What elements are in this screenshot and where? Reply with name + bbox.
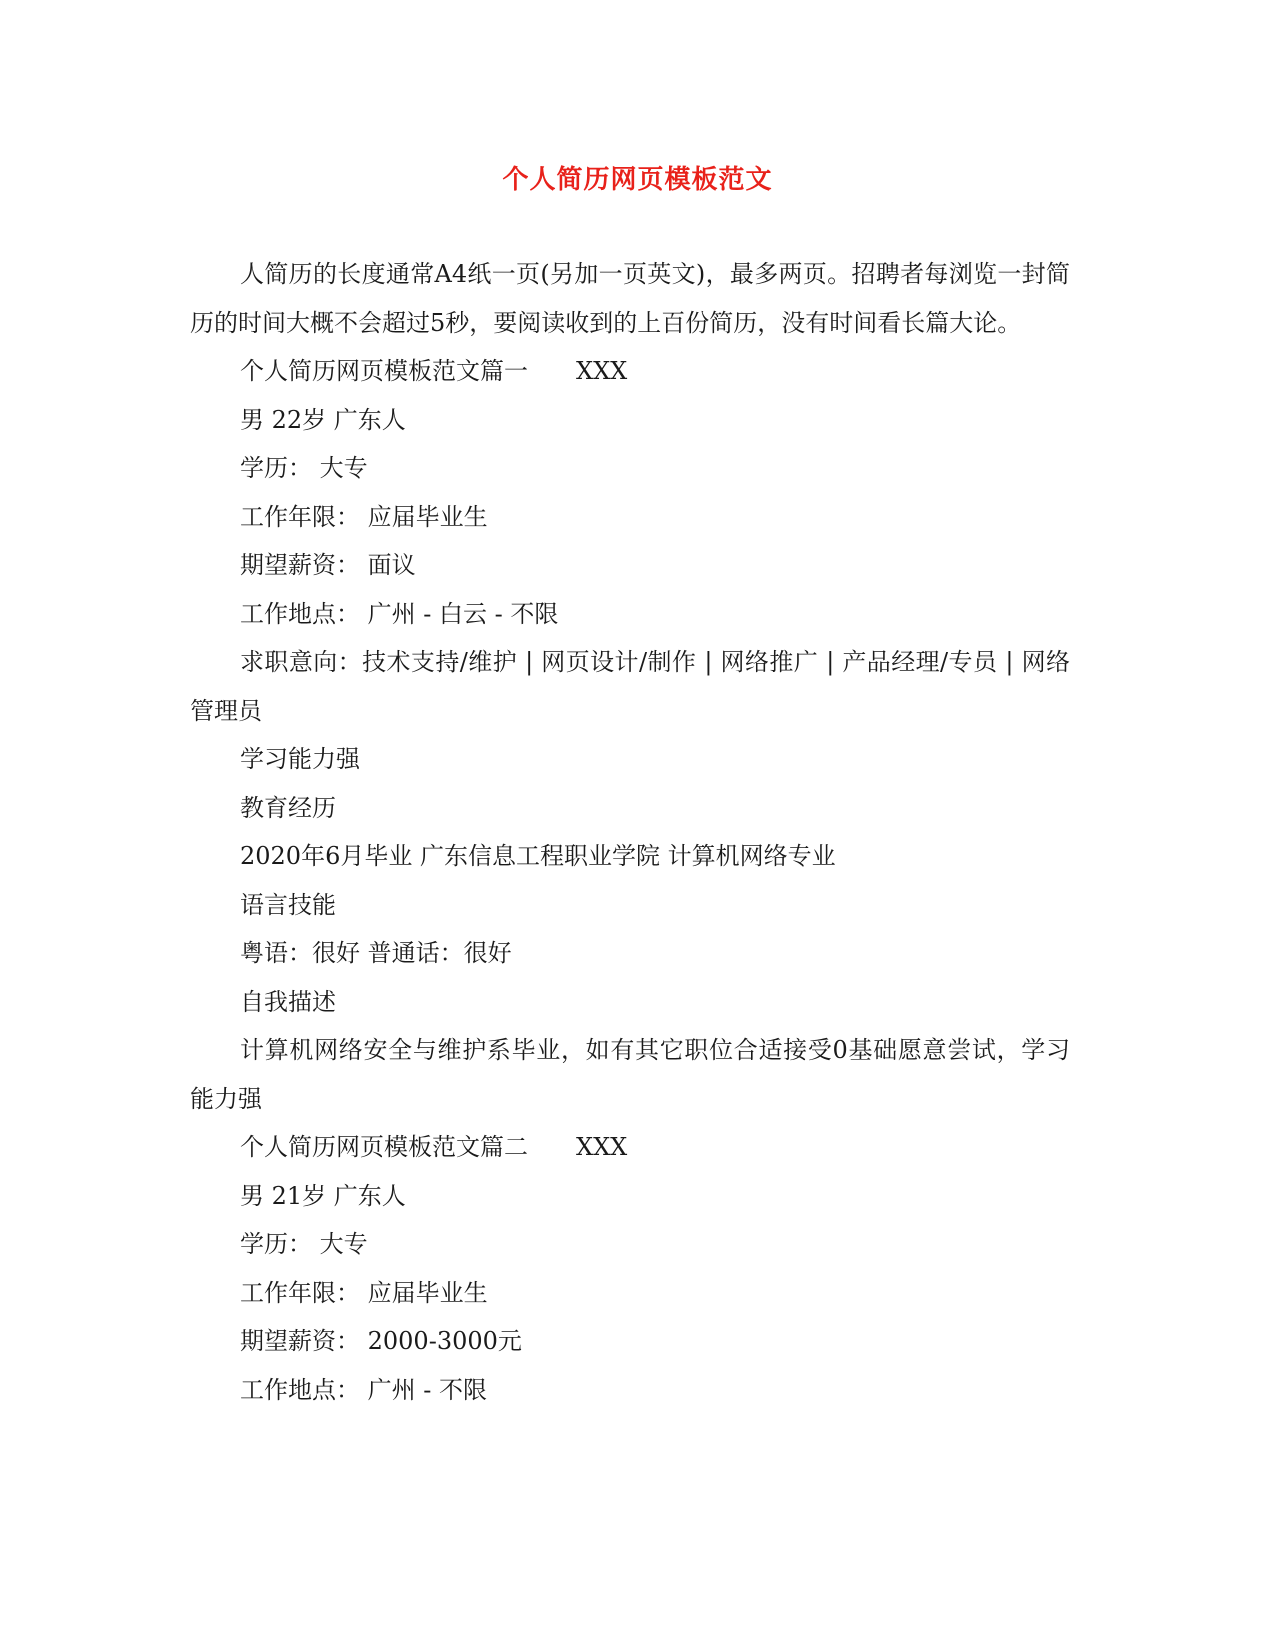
profile-experience-1: 工作年限： 应届毕业生: [240, 502, 488, 531]
self-description-text: 计算机网络安全与维护系毕业，如有其它职位合适接受0基础愿意尝试，学习能力强: [190, 1036, 1070, 1113]
profile-salary-1: 期望薪资： 面议: [240, 551, 416, 579]
section-heading-1: [190, 347, 1070, 396]
intro-paragraph: 人简历的长度通常A4纸一页(另加一页英文)，最多两页。招聘者每浏览一封简历的时间大概不会超过5秒，要阅读收到的上百份简历，没有时间看长篇大论。: [190, 260, 1070, 337]
name-placeholder-2: XXX: [576, 1133, 628, 1161]
profile-experience-2: 工作年限： 应届毕业生: [240, 1278, 488, 1307]
profile-salary-2: 期望薪资： 2000-3000元: [240, 1327, 522, 1355]
profile-education-1: 学历： 大专: [240, 454, 368, 482]
language-entry: 粤语：很好 普通话：很好: [240, 939, 512, 967]
profile-tag-1: 学习能力强: [240, 745, 360, 773]
section-heading-1-text: 个人简历网页模板范文篇一: [240, 357, 528, 385]
document-body: [190, 250, 1070, 1414]
section-heading-2-text: 个人简历网页模板范文篇二: [240, 1133, 528, 1161]
profile-basic-2: 男 21岁 广东人: [240, 1181, 406, 1210]
education-heading: 教育经历: [240, 793, 336, 822]
document-title: 个人简历网页模板范文: [502, 165, 773, 195]
profile-job-intention-1: 求职意向：技术支持/维护 | 网页设计/制作 | 网络推广 | 产品经理/专员 | 网络管理员: [190, 648, 1070, 725]
education-entry: 2020年6月毕业 广东信息工程职业学院 计算机网络专业: [240, 842, 836, 870]
profile-education-2: 学历： 大专: [240, 1230, 368, 1258]
profile-basic-1: 男 22岁 广东人: [240, 405, 406, 434]
profile-location-2: 工作地点： 广州 - 不限: [240, 1375, 487, 1404]
section-heading-2: [190, 1123, 1070, 1172]
name-placeholder-1: XXX: [576, 357, 628, 385]
profile-location-1: 工作地点： 广州 - 白云 - 不限: [240, 599, 559, 628]
self-description-heading: 自我描述: [240, 987, 336, 1016]
language-heading: 语言技能: [240, 890, 336, 919]
